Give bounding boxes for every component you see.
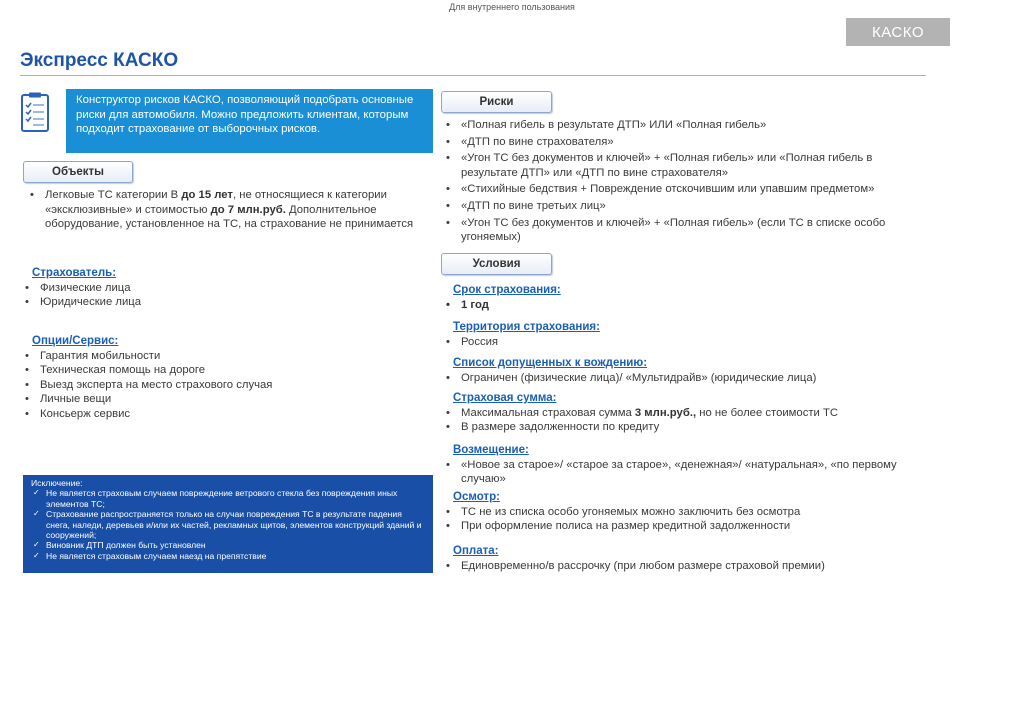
list-item: • Гарантия мобильности	[23, 349, 383, 364]
risk-item: • «Полная гибель в результате ДТП» ИЛИ «Полная гибель»	[444, 118, 914, 133]
list-item: • Консьерж сервис	[23, 407, 383, 422]
options-heading: Опции/Сервис:	[32, 335, 119, 347]
risk-item: • «Угон ТС без документов и ключей» + «Полная гибель» (если ТС в списке особо угоняемых)	[444, 216, 914, 245]
internal-use-note: Для внутреннего пользования	[449, 2, 575, 12]
kasko-badge: КАСКО	[846, 18, 950, 46]
inspection-item: • ТС не из списка особо угоняемых можно заключить без осмотра	[444, 505, 924, 520]
conditions-pill: Условия	[441, 253, 552, 275]
term-section	[444, 283, 924, 312]
term-value: • 1 год	[444, 298, 924, 313]
exclusion-item: ✓ Страхование распространяется только на случаи повреждения ТС в результате падения снега, наледи, деревьев и/или их частей, рекламных щитов, элементов конструкций зданий и сооружений;	[31, 509, 425, 540]
territory-value: • Россия	[444, 335, 924, 350]
risk-item: • «ДТП по вине третьих лиц»	[444, 199, 914, 214]
sum-item: • В размере задолженности по кредиту	[444, 420, 924, 435]
territory-section	[444, 320, 924, 349]
options-section	[23, 334, 383, 422]
exclusion-item: ✓ Виновник ДТП должен быть установлен	[31, 540, 425, 550]
checklist-document-icon	[20, 92, 52, 134]
list-item: • Физические лица	[23, 281, 323, 296]
drivers-value: • Ограничен (физические лица)/ «Мультидрайв» (юридические лица)	[444, 371, 924, 386]
insurer-section	[23, 266, 323, 310]
sum-section	[444, 391, 924, 435]
risks-pill: Риски	[441, 91, 552, 113]
payment-heading: Оплата:	[453, 545, 499, 557]
risk-item: • «Стихийные бедствия + Повреждение отскочившим или упавшим предметом»	[444, 182, 914, 197]
compensation-section	[444, 443, 924, 487]
drivers-section	[444, 356, 924, 385]
payment-value: • Единовременно/в рассрочку (при любом размере страховой премии)	[444, 559, 924, 574]
list-item: • Техническая помощь на дороге	[23, 363, 383, 378]
term-heading: Срок страхования:	[453, 284, 561, 296]
risk-item: • «Угон ТС без документов и ключей» + «Полная гибель» или «Полная гибель в результате ДТП» или «ДТП по вине страхователя»	[444, 151, 914, 180]
objects-item: • Легковые ТС категории В до 15 лет, не относящиеся к категории «эксклюзивные» и стоимостью до 7 млн.руб. Дополнительное оборудование, установленное на ТС, на страхование не принимается	[28, 188, 423, 232]
list-item: • Выезд эксперта на место страхового случая	[23, 378, 383, 393]
compensation-heading: Возмещение:	[453, 444, 529, 456]
objects-section	[28, 188, 423, 232]
inspection-section	[444, 490, 924, 534]
sum-heading: Страховая сумма:	[453, 392, 557, 404]
payment-section	[444, 544, 924, 573]
objects-pill: Объекты	[23, 161, 133, 183]
exclusion-item: ✓ Не является страховым случаем наезд на препятствие	[31, 551, 425, 561]
sum-item: • Максимальная страховая сумма 3 млн.руб., но не более стоимости ТС	[444, 406, 924, 421]
page-title: Экспресс КАСКО	[20, 50, 179, 71]
inspection-heading: Осмотр:	[453, 491, 500, 503]
exclusion-item: ✓ Не является страховым случаем повреждение ветрового стекла без повреждения иных элементов ТС;	[31, 488, 425, 509]
territory-heading: Территория страхования:	[453, 321, 600, 333]
intro-box: Конструктор рисков КАСКО, позволяющий подобрать основные риски для автомобиля. Можно предложить клиентам, которым подходит страхование от выборочных рисков.	[66, 89, 433, 153]
insurer-heading: Страхователь:	[32, 267, 117, 279]
risk-item: • «ДТП по вине страхователя»	[444, 135, 914, 150]
exclusions-title: Исключение:	[31, 478, 83, 488]
compensation-value: • «Новое за старое»/ «старое за старое», «денежная»/ «натуральная», «по первому случаю»	[444, 458, 924, 487]
list-item: • Личные вещи	[23, 392, 383, 407]
exclusions-box	[23, 475, 433, 573]
drivers-heading: Список допущенных к вождению:	[453, 357, 648, 369]
inspection-item: • При оформление полиса на размер кредитной задолженности	[444, 519, 924, 534]
title-divider	[20, 75, 926, 76]
risks-section	[444, 118, 914, 245]
list-item: • Юридические лица	[23, 295, 323, 310]
